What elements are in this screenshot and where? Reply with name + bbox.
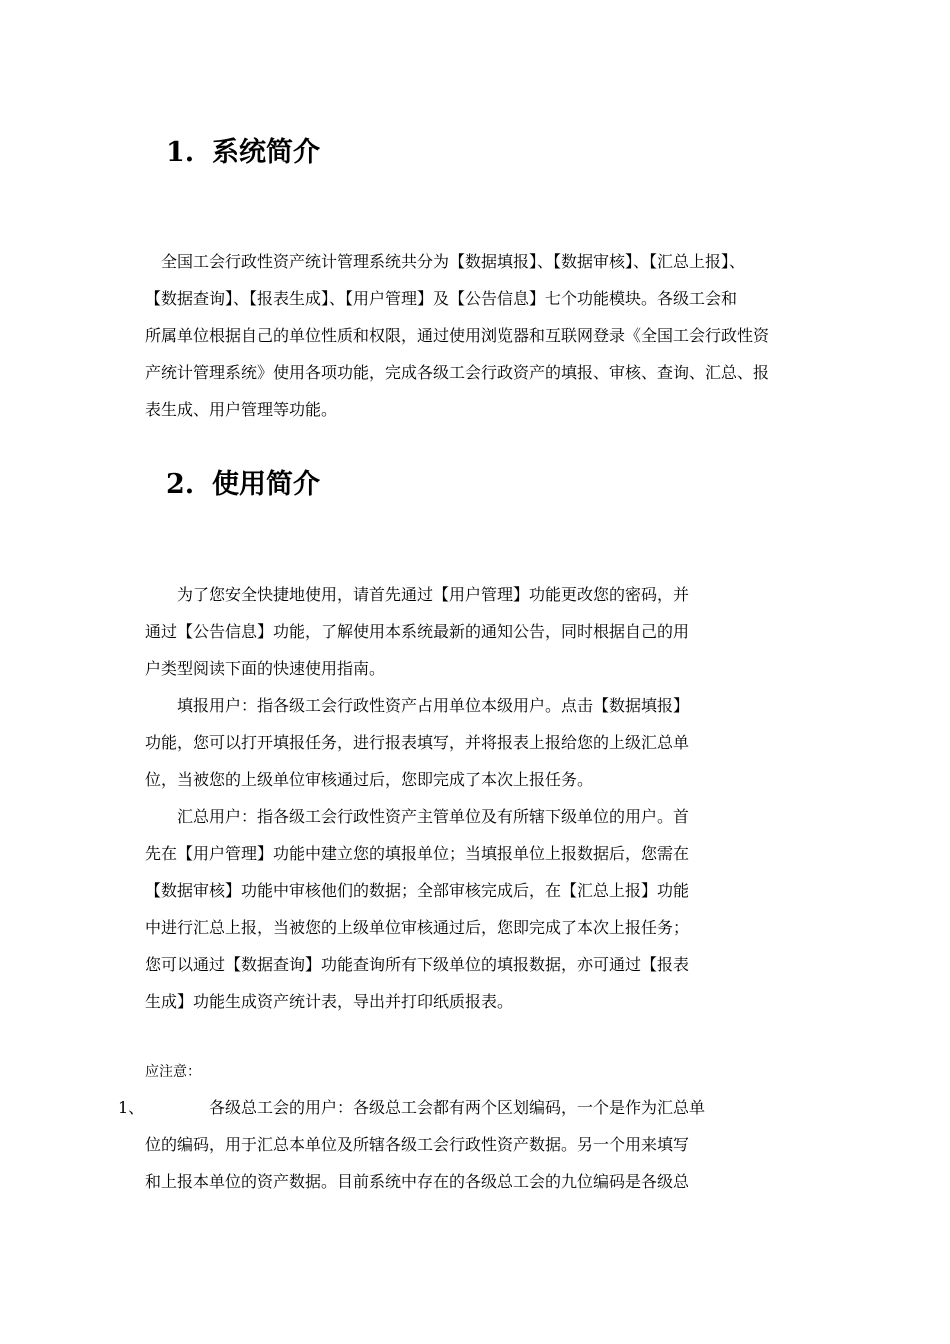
list-item-marker: 1、	[118, 1098, 145, 1117]
section-2-line: 汇总用户：指各级工会行政性资产主管单位及有所辖下级单位的用户。首	[145, 807, 690, 826]
section-2-line: 生成】功能生成资产统计表，导出并打印纸质报表。	[145, 992, 514, 1011]
section-1-line: 【数据查询】、【报表生成】、【用户管理】及【公告信息】七个功能模块。各级工会和	[145, 289, 738, 308]
list-item-line: 和上报本单位的资产数据。目前系统中存在的各级总工会的九位编码是各级总	[145, 1172, 690, 1191]
section-2-line: 您可以通过【数据查询】功能查询所有下级单位的填报数据，亦可通过【报表	[145, 955, 690, 974]
list-item-line: 各级总工会的用户：各级总工会都有两个区划编码，一个是作为汇总单	[145, 1098, 706, 1117]
section-1-title: 系统简介	[212, 137, 320, 168]
section-2-title: 使用简介	[212, 469, 320, 500]
section-2-heading	[166, 467, 320, 503]
section-2-number: 2.	[166, 469, 195, 500]
section-1-line: 全国工会行政性资产统计管理系统共分为【数据填报】、【数据审核】、【汇总上报】、	[145, 252, 746, 271]
section-1-body	[145, 243, 769, 428]
section-2-line: 填报用户：指各级工会行政性资产占用单位本级用户。点击【数据填报】	[145, 696, 690, 715]
section-2-line: 先在【用户管理】功能中建立您的填报单位；当填报单位上报数据后，您需在	[145, 844, 690, 863]
section-1-line: 所属单位根据自己的单位性质和权限，通过使用浏览器和互联网登录《全国工会行政性资	[145, 326, 770, 345]
section-2-line: 为了您安全快捷地使用，请首先通过【用户管理】功能更改您的密码，并	[145, 585, 690, 604]
section-1-line: 表生成、用户管理等功能。	[145, 400, 338, 419]
section-2-line: 通过【公告信息】功能，了解使用本系统最新的通知公告，同时根据自己的用	[145, 622, 690, 641]
section-1-heading	[166, 135, 320, 171]
list-item-line: 位的编码，用于汇总本单位及所辖各级工会行政性资产数据。另一个用来填写	[145, 1135, 690, 1154]
list-item-body	[145, 1089, 705, 1200]
section-1-number: 1.	[166, 137, 195, 168]
section-2-line: 【数据审核】功能中审核他们的数据；全部审核完成后，在【汇总上报】功能	[145, 881, 690, 900]
section-2-line: 中进行汇总上报，当被您的上级单位审核通过后，您即完成了本次上报任务；	[145, 918, 690, 937]
note-label: 应注意：	[145, 1064, 201, 1080]
section-2-body	[145, 576, 689, 1020]
section-2-line: 户类型阅读下面的快速使用指南。	[145, 659, 386, 678]
section-1-line: 产统计管理系统》使用各项功能，完成各级工会行政资产的填报、审核、查询、汇总、报	[145, 363, 770, 382]
section-2-line: 位，当被您的上级单位审核通过后，您即完成了本次上报任务。	[145, 770, 594, 789]
section-2-line: 功能，您可以打开填报任务，进行报表填写，并将报表上报给您的上级汇总单	[145, 733, 690, 752]
